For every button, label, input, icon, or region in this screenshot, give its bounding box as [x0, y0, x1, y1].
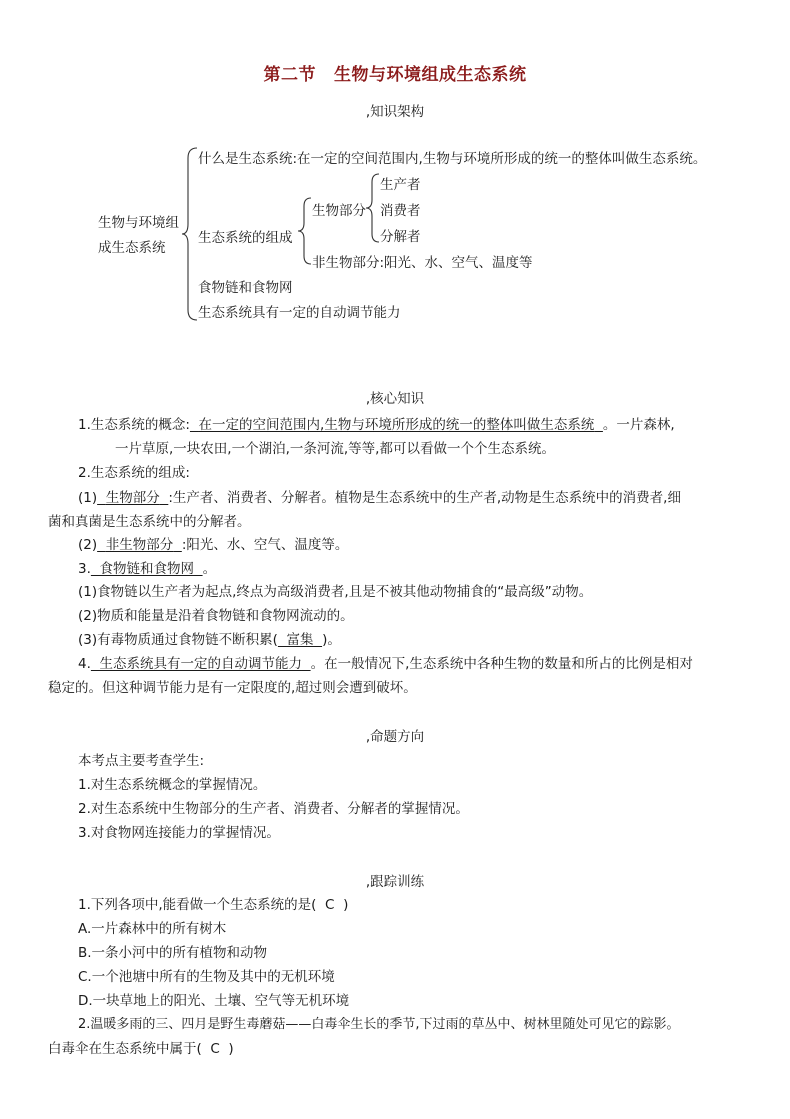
page-title	[0, 60, 790, 85]
core-point-1-suffix: 。一片森林,	[602, 417, 675, 433]
core-point-1-fill-text: 在一定的空间范围内,生物与环境所形成的统一的整体叫做生态系统	[198, 417, 595, 433]
question-1-stem	[78, 893, 348, 913]
direction-item-3: 3.对食物网连接能力的掌握情况。	[78, 825, 280, 841]
framework-producer: 生产者	[380, 177, 421, 193]
core-point-2a-fill-text: 生物部分	[105, 490, 160, 506]
question-1-close: )	[343, 897, 349, 913]
core-point-2a	[78, 486, 681, 506]
core-point-2b-suffix: :阳光、水、空气、温度等。	[181, 537, 349, 553]
core-point-1-prefix: 1.生态系统的概念:	[78, 417, 190, 433]
title-topic: 生物与环境组成生态系统	[334, 65, 527, 85]
core-point-4-line2: 稳定的。但这种调节能力是有一定限度的,超过则会遭到破坏。	[48, 680, 417, 696]
core-point-4-prefix: 4.	[78, 656, 91, 672]
framework-item-composition: 生态系统的组成	[198, 230, 293, 246]
framework-decomposer: 分解者	[380, 229, 421, 245]
title-section-number: 第二节	[263, 65, 316, 85]
core-point-3-prefix: 3.	[78, 561, 91, 577]
question-2-stem: 2.温暖多雨的三、四月是野生毒蘑菇——白毒伞生长的季节,下过雨的草丛中、树林里随处可见它的踪影。	[78, 1017, 680, 1032]
core-point-3	[78, 557, 216, 577]
core-point-3-fill	[91, 561, 203, 577]
core-point-2a-fill	[97, 490, 168, 506]
framework-bio-part: 生物部分	[312, 203, 366, 219]
direction-heading: ,命题方向	[365, 729, 425, 745]
direction-item-1: 1.对生态系统概念的掌握情况。	[78, 777, 267, 793]
core-point-2b-prefix: (2)	[78, 537, 98, 553]
framework-root	[98, 211, 179, 261]
core-point-3a: (1)食物链以生产者为起点,终点为高级消费者,且是不被其他动物捕食的“最高级”动物。	[78, 584, 593, 600]
core-point-2b	[78, 533, 348, 553]
question-2-answer: C	[210, 1041, 220, 1057]
training-heading: ,跟踪训练	[365, 874, 425, 890]
framework-root-line2: 成生态系统	[98, 240, 166, 256]
core-point-1-fill	[190, 417, 603, 433]
core-point-4	[78, 652, 693, 672]
question-1-option-c: C.一个池塘中所有的生物及其中的无机环境	[78, 969, 335, 985]
framework-consumer: 消费者	[380, 203, 421, 219]
direction-intro: 本考点主要考查学生:	[78, 753, 205, 769]
core-heading: ,核心知识	[365, 391, 425, 407]
core-point-2: 2.生态系统的组成:	[78, 465, 190, 481]
question-1-option-d: D.一块草地上的阳光、土壤、空气等无机环境	[78, 993, 350, 1009]
question-1-answer: C	[325, 897, 335, 913]
core-point-3c-prefix: (3)有毒物质通过食物链不断积累(	[78, 632, 278, 648]
framework-item-regulation: 生态系统具有一定的自动调节能力	[198, 305, 401, 321]
core-point-3c-fill-text: 富集	[286, 632, 314, 648]
core-point-4-fill-text: 生态系统具有一定的自动调节能力	[99, 656, 302, 672]
framework-item-what: 什么是生态系统:在一定的空间范围内,生物与环境所形成的统一的整体叫做生态系统。	[198, 151, 707, 167]
direction-item-2: 2.对生态系统中生物部分的生产者、消费者、分解者的掌握情况。	[78, 801, 469, 817]
core-point-2a-line2: 菌和真菌是生态系统中的分解者。	[48, 514, 251, 530]
core-point-4-fill	[91, 656, 311, 672]
core-point-2b-fill-text: 非生物部分	[105, 537, 174, 553]
core-point-3c	[78, 628, 341, 648]
question-2-stem-line2-text: 白毒伞在生态系统中属于(	[48, 1041, 202, 1057]
core-point-2a-prefix: (1)	[78, 490, 98, 506]
core-point-3b: (2)物质和能量是沿着食物链和食物网流动的。	[78, 608, 354, 624]
framework-heading: ,知识架构	[365, 104, 425, 120]
question-2-stem-line2	[48, 1037, 234, 1057]
core-point-2a-suffix: :生产者、消费者、分解者。植物是生态系统中的生产者,动物是生态系统中的消费者,细	[168, 490, 681, 506]
question-1-stem-text: 1.下列各项中,能看做一个生态系统的是(	[78, 897, 317, 913]
question-2-close: )	[228, 1041, 234, 1057]
core-point-1	[78, 413, 675, 433]
core-point-3-suffix: 。	[202, 561, 217, 577]
core-point-4-suffix: 。在一般情况下,生态系统中各种生物的数量和所占的比例是相对	[310, 656, 693, 672]
core-point-2b-fill	[97, 537, 182, 553]
core-point-1-line2: 一片草原,一块农田,一个湖泊,一条河流,等等,都可以看做一个个生态系统。	[115, 441, 555, 457]
question-1-option-b: B.一条小河中的所有植物和动物	[78, 945, 268, 961]
core-point-3-fill-text: 食物链和食物网	[99, 561, 194, 577]
framework-root-line1: 生物与环境组	[98, 215, 179, 231]
core-point-3c-fill	[278, 632, 322, 648]
question-1-option-a: A.一片森林中的所有树木	[78, 921, 227, 937]
framework-item-chain: 食物链和食物网	[198, 280, 293, 296]
core-point-3c-suffix: )。	[322, 632, 341, 648]
framework-nonbio-part: 非生物部分:阳光、水、空气、温度等	[312, 255, 533, 271]
